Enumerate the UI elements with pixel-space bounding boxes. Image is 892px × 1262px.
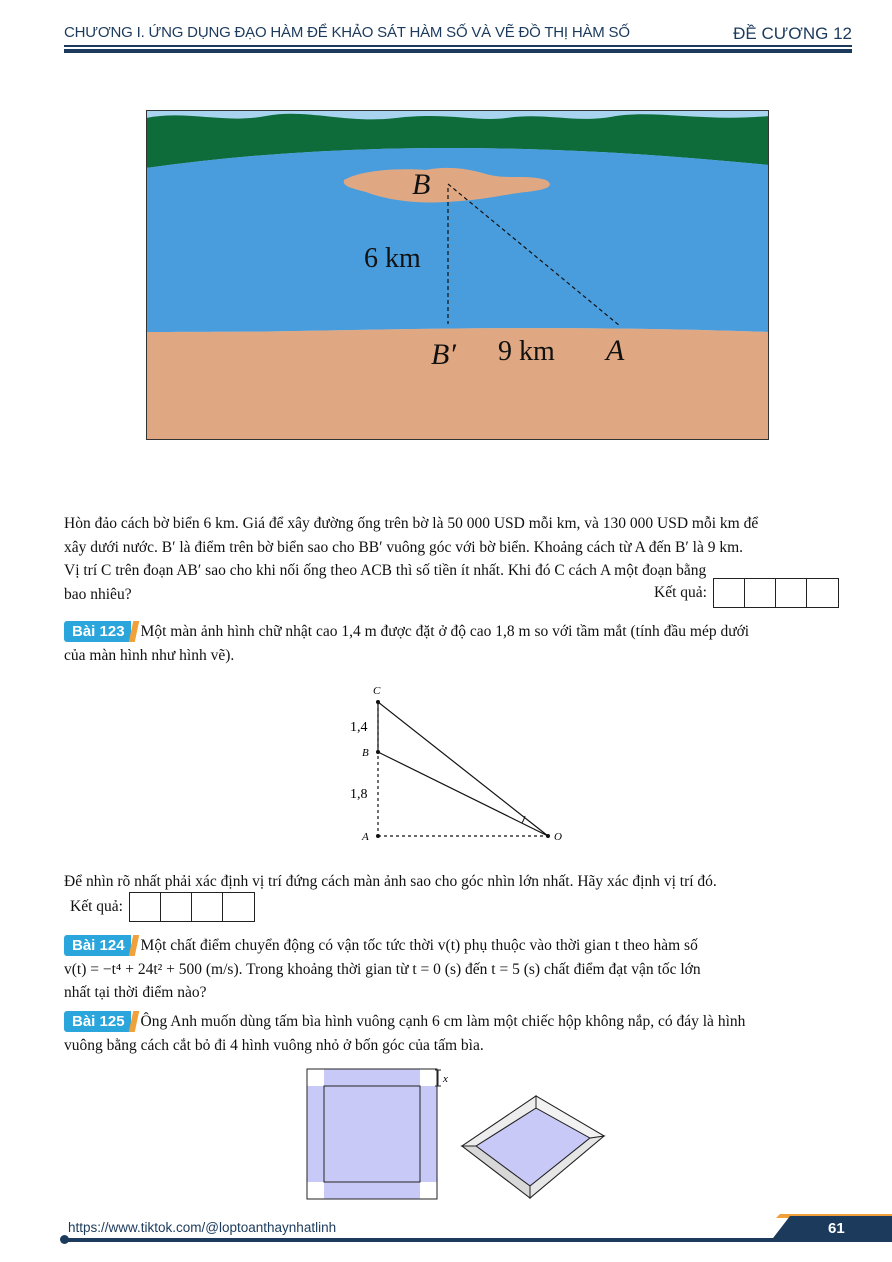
island-line-3: Vị trí C trên đoạn AB′ sao cho khi nối ống theo ACB thì số tiền ít nhất. Khi đó C cách A một đoạn bằng — [64, 562, 707, 579]
bai124-text — [64, 934, 851, 1005]
fig-label-1-8: 1,8 — [350, 787, 368, 802]
label-9km: 9 km — [498, 336, 555, 367]
label-B: B — [412, 168, 431, 201]
footer-dot — [60, 1235, 69, 1244]
answer-label: Kết quả: — [654, 584, 707, 601]
bai123-line-1: Một màn ảnh hình chữ nhật cao 1,4 m được đặt ở độ cao 1,8 m so với tầm mắt (tính đầu mép dưới — [140, 623, 750, 640]
answer-label: Kết quả: — [70, 898, 123, 915]
bai123-line-2: của màn hình như hình vẽ). — [64, 646, 235, 664]
box-net-figure — [306, 1068, 456, 1200]
answer-boxes[interactable] — [129, 892, 255, 922]
bai125-badge: Bài 125 — [64, 1011, 131, 1032]
bai125-line-1: Ông Anh muốn dùng tấm bìa hình vuông cạnh 6 cm làm một chiếc hộp không nắp, có đáy là hình — [140, 1013, 746, 1030]
label-Bprime: B′ — [431, 338, 456, 371]
island-figure — [146, 110, 769, 440]
screen-figure — [340, 680, 580, 850]
bai123-badge: Bài 123 — [64, 621, 131, 642]
document-title: ĐỀ CƯƠNG 12 — [733, 24, 852, 43]
island-line-4: bao nhiêu? — [64, 585, 132, 603]
island-line-1: Hòn đảo cách bờ biển 6 km. Giá để xây đường ống trên bờ là 50 000 USD mỗi km, và 130 000 USD mỗi km để — [64, 515, 759, 532]
bai124-badge: Bài 124 — [64, 935, 131, 956]
beach — [146, 328, 769, 440]
footer-url[interactable]: https://www.tiktok.com/@loptoanthaynhatlinh — [68, 1220, 337, 1235]
bai124-line-1: Một chất điểm chuyển động có vận tốc tức thời v(t) phụ thuộc vào thời gian t theo hàm số — [140, 937, 698, 954]
bai123-text — [64, 620, 851, 667]
fig-label-B: B — [362, 747, 369, 759]
label-A: A — [606, 334, 625, 367]
fig-label-C: C — [373, 685, 381, 697]
bai124-line-3: nhất tại thời điểm nào? — [64, 984, 207, 1001]
header-rule-thick — [64, 49, 852, 53]
chapter-title: CHƯƠNG I. ỨNG DỤNG ĐẠO HÀM ĐỂ KHẢO SÁT HÀM SỐ VÀ VẼ ĐỒ THỊ HÀM SỐ — [64, 24, 630, 41]
fig-label-A: A — [362, 831, 369, 843]
page-number: 61 — [828, 1220, 845, 1237]
bai125-text — [64, 1010, 851, 1057]
fig-label-1-4: 1,4 — [350, 720, 368, 735]
open-box-figure — [458, 1094, 608, 1204]
bai123-question-line: Để nhìn rõ nhất phải xác định vị trí đứng cách màn ảnh sao cho góc nhìn lớn nhất. Hãy xác định vị trí đó. — [64, 873, 717, 890]
label-6km: 6 km — [364, 243, 421, 274]
bai123-answer — [70, 892, 255, 922]
answer-boxes[interactable] — [713, 578, 839, 608]
header-rule-thin — [64, 45, 852, 47]
bai124-line-2: v(t) = −t⁴ + 24t² + 500 (m/s). Trong khoảng thời gian từ t = 0 (s) đến t = 5 (s) chất điểm đạt vận tốc lớn — [64, 960, 701, 978]
label-x: x — [443, 1073, 448, 1085]
bai123-question — [64, 870, 851, 894]
bai125-line-2: vuông bằng cách cắt bỏ đi 4 hình vuông nhỏ ở bốn góc của tấm bìa. — [64, 1036, 484, 1054]
island-answer — [654, 578, 839, 608]
island-line-2: xây dưới nước. B′ là điểm trên bờ biển sao cho BB′ vuông góc với bờ biển. Khoảng cách từ A đến B′ là 9 km. — [64, 538, 744, 556]
fig-label-O: O — [554, 831, 562, 843]
footer-rule — [64, 1238, 892, 1242]
